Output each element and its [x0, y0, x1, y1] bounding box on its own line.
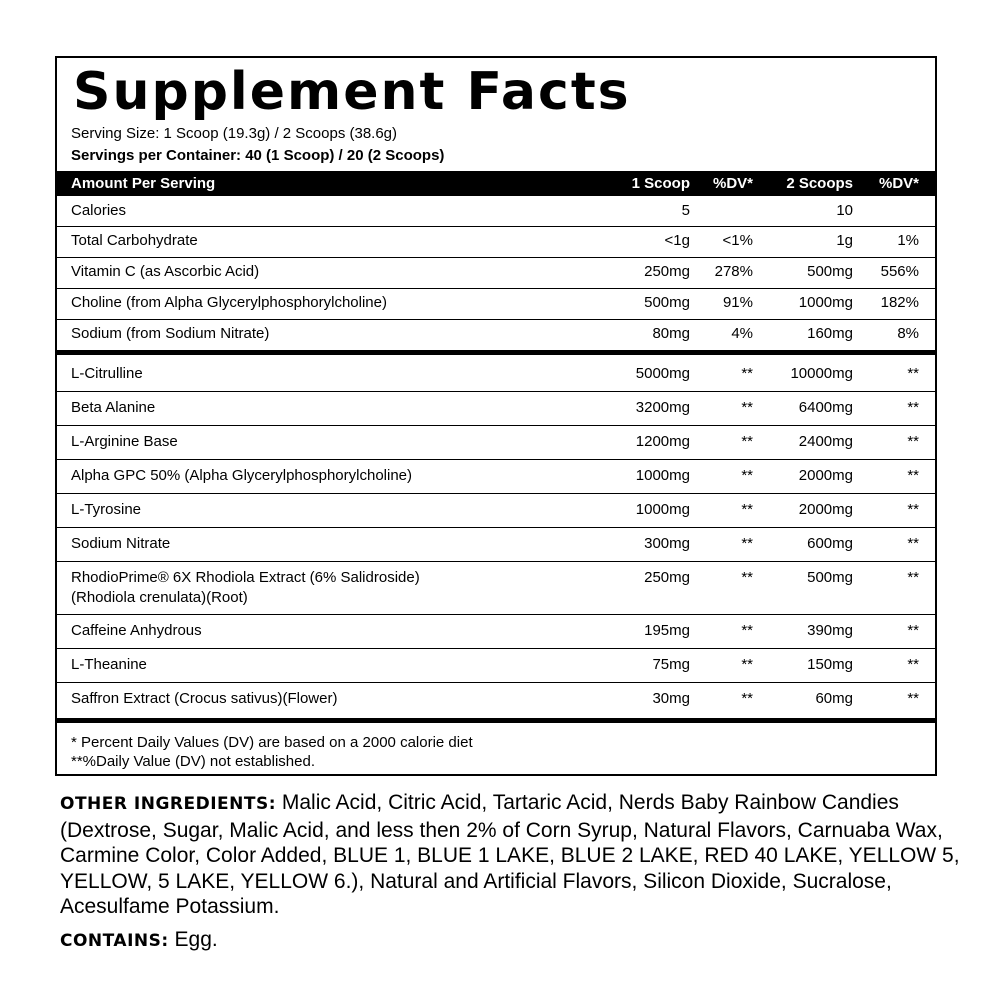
two-scoops-amount: 500mg [807, 569, 853, 586]
one-scoop-amount: 1000mg [635, 501, 690, 518]
header-dv-two: %DV* [878, 175, 919, 192]
header-one-scoop: 1 Scoop [631, 175, 690, 192]
two-scoops-amount: 10 [836, 202, 853, 219]
one-scoop-amount: 250mg [644, 263, 690, 280]
two-scoops-amount: 600mg [807, 535, 853, 552]
row-name: Vitamin C (as Ascorbic Acid) [71, 263, 260, 280]
two-scoops-amount: 150mg [807, 656, 853, 673]
row-name: L-Citrulline [71, 365, 143, 382]
two-scoops-amount: 60mg [815, 690, 853, 707]
two-scoops-amount: 2000mg [798, 467, 853, 484]
ingredient-row [57, 357, 935, 391]
row-name: Calories [71, 202, 127, 219]
ingredient-row [57, 614, 935, 648]
one-scoop-amount: 80mg [652, 325, 690, 342]
amount-per-serving-header [57, 171, 935, 196]
thick-divider [57, 718, 935, 723]
one-scoop-dv: ** [741, 467, 753, 484]
panel-title: Supplement Facts [73, 62, 631, 122]
serving-size: Serving Size: 1 Scoop (19.3g) / 2 Scoops (38.6g) [71, 125, 398, 142]
row-name: Saffron Extract (Crocus sativus)(Flower) [71, 690, 338, 707]
one-scoop-dv: ** [741, 569, 753, 586]
supplement-facts-panel [55, 56, 937, 776]
one-scoop-amount: <1g [664, 232, 690, 249]
one-scoop-dv: 91% [722, 294, 753, 311]
two-scoops-dv: 182% [880, 294, 919, 311]
ingredient-row [57, 527, 935, 561]
one-scoop-dv: 278% [714, 263, 753, 280]
two-scoops-amount: 390mg [807, 622, 853, 639]
two-scoops-dv: ** [907, 501, 919, 518]
two-scoops-dv: ** [907, 535, 919, 552]
two-scoops-dv: ** [907, 690, 919, 707]
two-scoops-dv: ** [907, 433, 919, 450]
row-name: Total Carbohydrate [71, 232, 198, 249]
two-scoops-dv: 8% [897, 325, 919, 342]
nutrient-row [57, 319, 935, 350]
one-scoop-dv: <1% [722, 232, 753, 249]
ingredient-row [57, 682, 935, 718]
ingredient-row [57, 391, 935, 425]
one-scoop-dv: ** [741, 656, 753, 673]
two-scoops-dv: ** [907, 399, 919, 416]
two-scoops-dv: 556% [880, 263, 919, 280]
contains-text: Egg. [174, 928, 218, 951]
one-scoop-amount: 5000mg [635, 365, 690, 382]
other-ingredients-text: Malic Acid, Citric Acid, Tartaric Acid, Nerds Baby Rainbow Candies (Dextrose, Sugar, Malic Acid, and less then 2% of Corn Syrup, Natural Flavors, Carnuaba Wax, Carmine Color, Color Added, BLUE 1, BLUE 1 LAKE, BLUE 2 LAKE, RED 40 LAKE, YELLOW 5, YELLOW, 5 LAKE, YELLOW 6.), Natural and Artificial Flavors, Silicon Dioxide, Sucralose, Acesulfame Potassium. [60, 791, 960, 918]
one-scoop-amount: 1200mg [635, 433, 690, 450]
row-name-continued: (Rhodiola crenulata)(Root) [71, 589, 248, 606]
ingredient-row [57, 493, 935, 527]
ingredient-row [57, 459, 935, 493]
one-scoop-dv: ** [741, 399, 753, 416]
two-scoops-amount: 6400mg [798, 399, 853, 416]
servings-per-container: Servings per Container: 40 (1 Scoop) / 20 (2 Scoops) [71, 147, 445, 164]
two-scoops-dv: ** [907, 656, 919, 673]
one-scoop-amount: 1000mg [635, 467, 690, 484]
two-scoops-dv: 1% [897, 232, 919, 249]
row-name: Sodium (from Sodium Nitrate) [71, 325, 270, 342]
one-scoop-dv: ** [741, 622, 753, 639]
footnote-not-established: **%Daily Value (DV) not established. [71, 753, 316, 770]
one-scoop-amount: 5 [681, 202, 690, 219]
two-scoops-amount: 1g [836, 232, 853, 249]
row-name: L-Tyrosine [71, 501, 142, 518]
ingredient-row [57, 561, 935, 614]
two-scoops-amount: 160mg [807, 325, 853, 342]
two-scoops-amount: 10000mg [790, 365, 853, 382]
two-scoops-dv: ** [907, 569, 919, 586]
nutrient-row [57, 257, 935, 288]
one-scoop-dv: ** [741, 365, 753, 382]
nutrient-row [57, 226, 935, 257]
thick-divider [57, 350, 935, 355]
header-two-scoops: 2 Scoops [786, 175, 853, 192]
two-scoops-dv: ** [907, 622, 919, 639]
two-scoops-amount: 500mg [807, 263, 853, 280]
nutrient-row [57, 288, 935, 319]
row-name: RhodioPrime® 6X Rhodiola Extract (6% Salidroside) [71, 569, 420, 586]
row-name: Choline (from Alpha Glycerylphosphorylcholine) [71, 294, 387, 311]
two-scoops-dv: ** [907, 467, 919, 484]
row-name: Alpha GPC 50% (Alpha Glycerylphosphorylcholine) [71, 467, 413, 484]
one-scoop-amount: 3200mg [635, 399, 690, 416]
ingredient-row [57, 648, 935, 682]
row-name: Sodium Nitrate [71, 535, 171, 552]
one-scoop-dv: ** [741, 690, 753, 707]
header-dv-one: %DV* [712, 175, 753, 192]
contains-statement [60, 927, 218, 954]
one-scoop-dv: ** [741, 535, 753, 552]
one-scoop-amount: 500mg [644, 294, 690, 311]
header-amount-label: Amount Per Serving [71, 175, 216, 192]
nutrient-row [57, 196, 935, 226]
other-ingredients-label: OTHER INGREDIENTS: [60, 794, 277, 814]
one-scoop-dv: ** [741, 501, 753, 518]
two-scoops-amount: 1000mg [798, 294, 853, 311]
one-scoop-dv: 4% [731, 325, 753, 342]
one-scoop-amount: 300mg [644, 535, 690, 552]
two-scoops-dv: ** [907, 365, 919, 382]
contains-label: CONTAINS: [60, 931, 169, 951]
other-ingredients [60, 790, 960, 920]
row-name: Beta Alanine [71, 399, 156, 416]
two-scoops-amount: 2000mg [798, 501, 853, 518]
row-name: Caffeine Anhydrous [71, 622, 202, 639]
one-scoop-dv: ** [741, 433, 753, 450]
row-name: L-Arginine Base [71, 433, 178, 450]
one-scoop-amount: 250mg [644, 569, 690, 586]
one-scoop-amount: 75mg [652, 656, 690, 673]
footnote-dv: * Percent Daily Values (DV) are based on a 2000 calorie diet [71, 734, 473, 751]
ingredient-row [57, 425, 935, 459]
footnotes [71, 733, 473, 771]
row-name: L-Theanine [71, 656, 147, 673]
one-scoop-amount: 195mg [644, 622, 690, 639]
one-scoop-amount: 30mg [652, 690, 690, 707]
two-scoops-amount: 2400mg [798, 433, 853, 450]
